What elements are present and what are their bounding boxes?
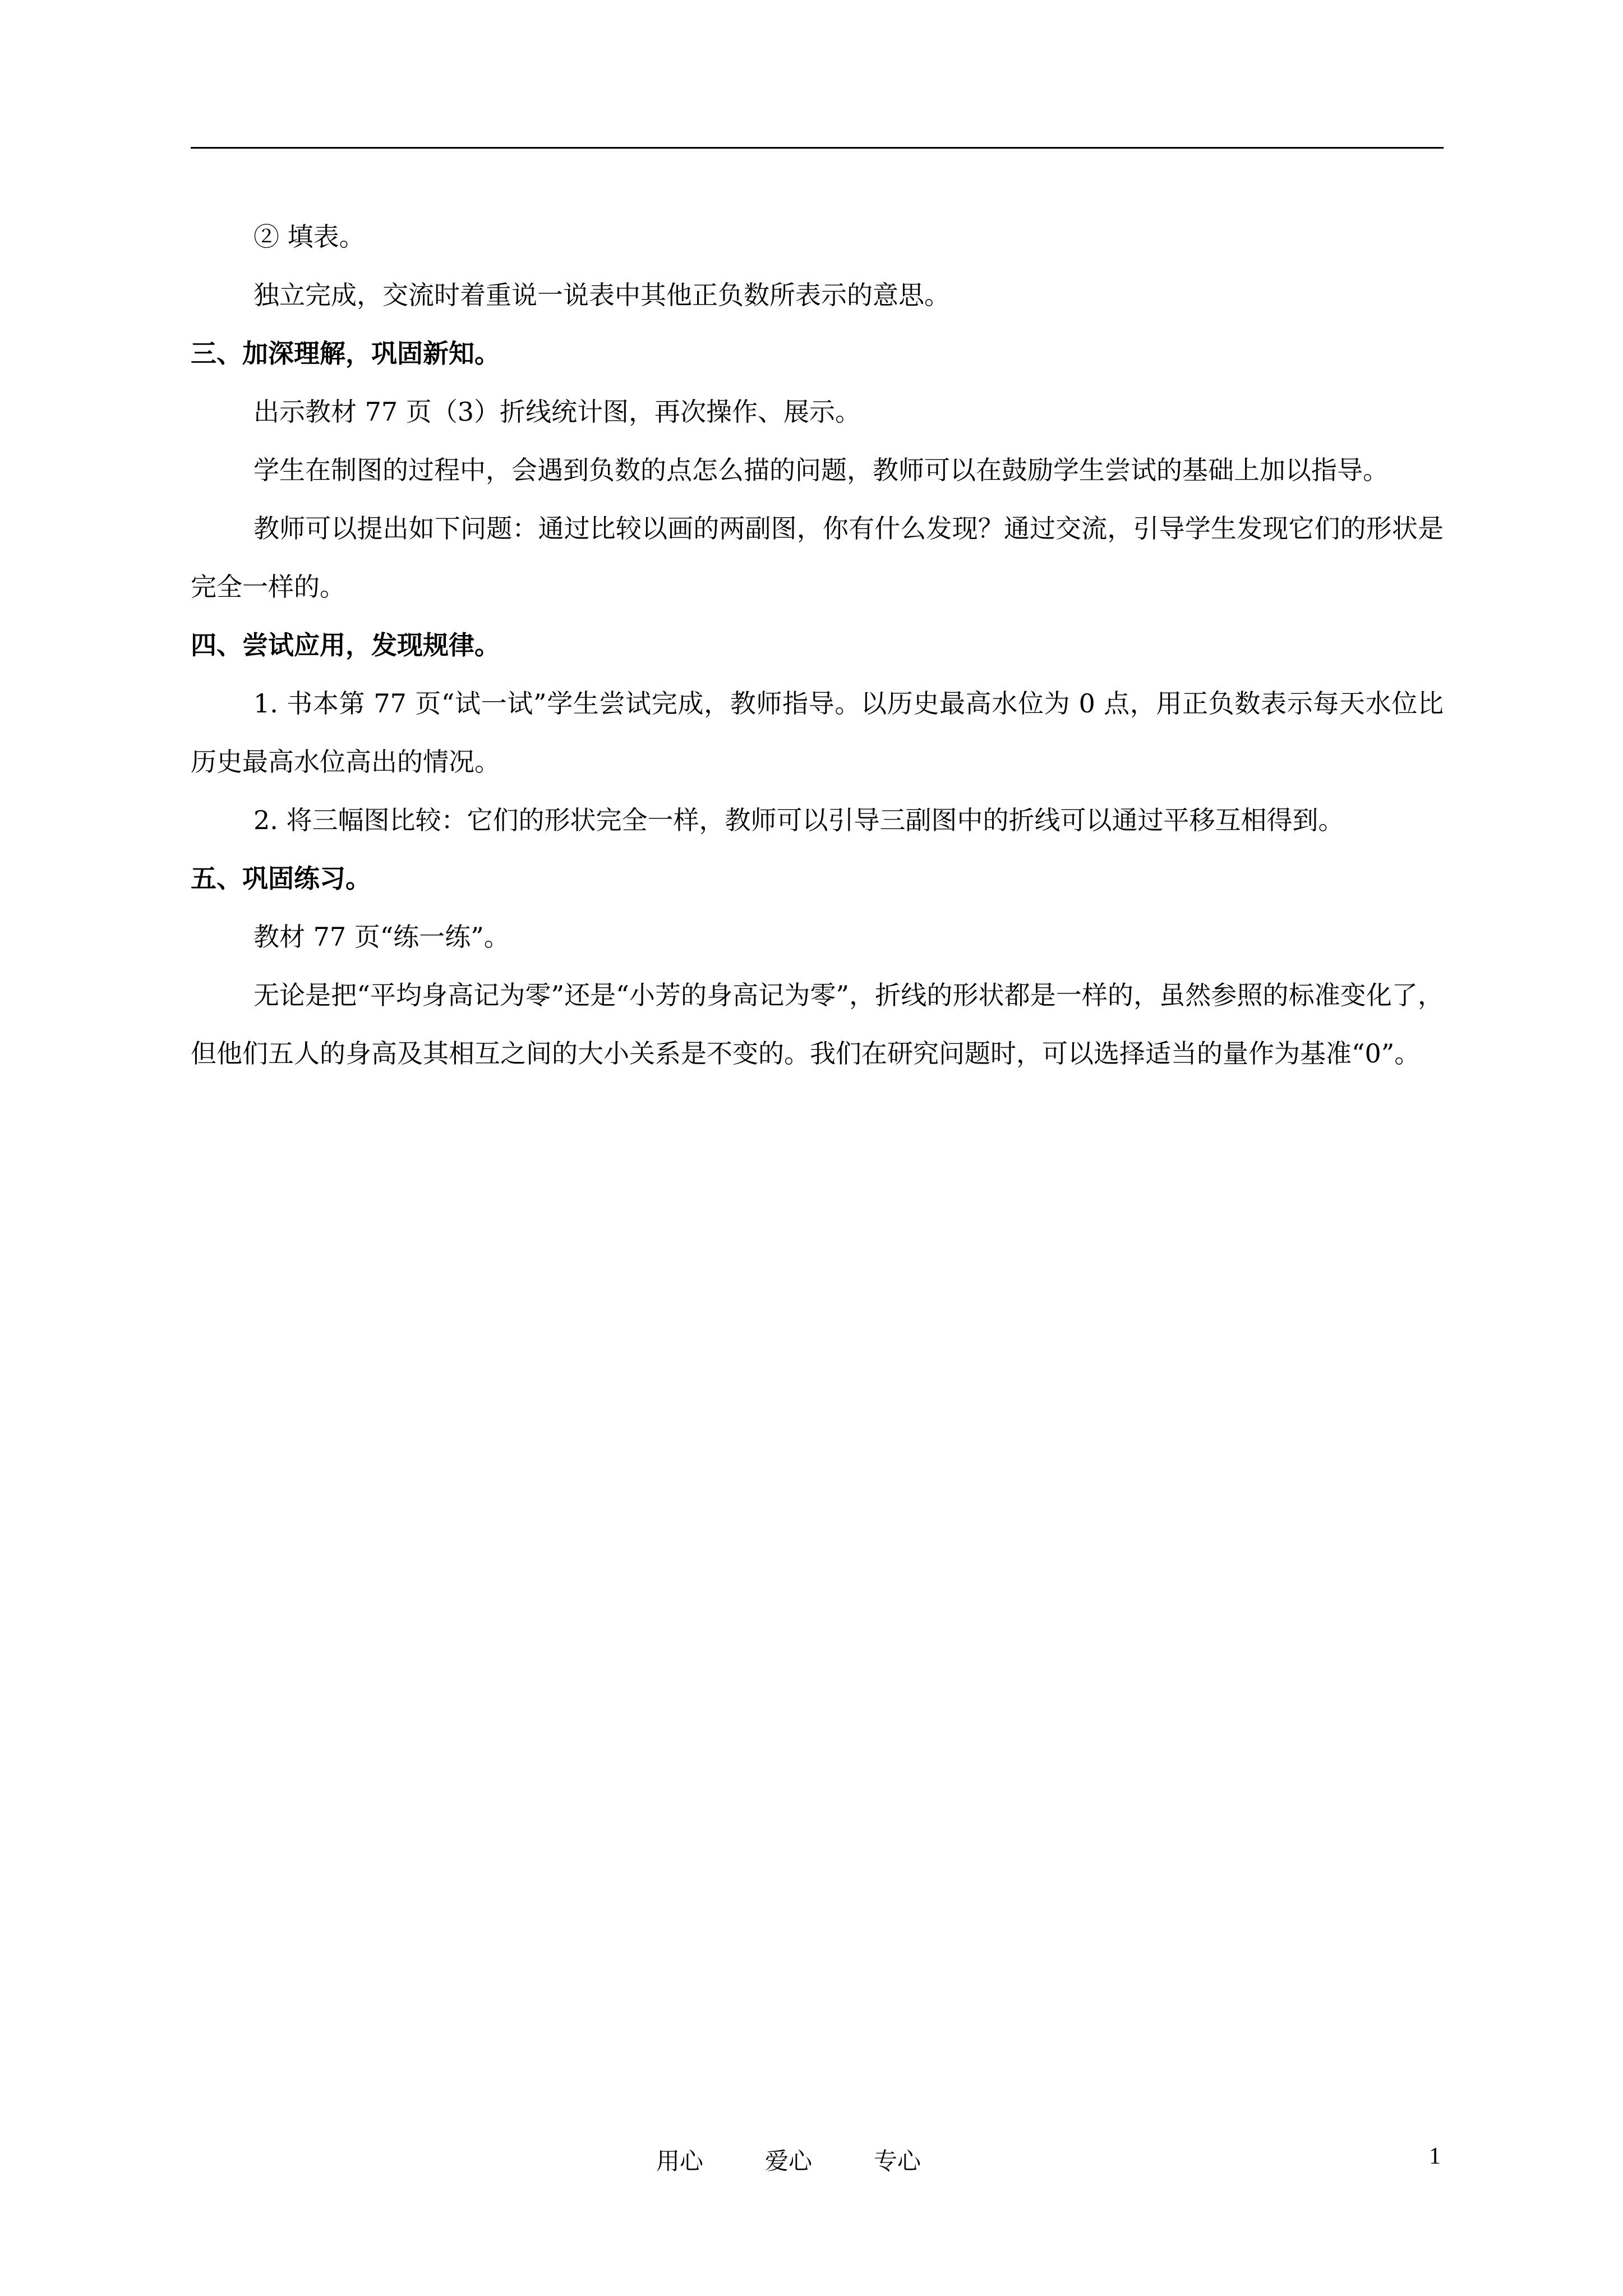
- footer-motto-item: 爱心: [765, 2147, 813, 2175]
- section-heading-4: 四、尝试应用，发现规律。: [191, 630, 500, 660]
- footer-motto-item: 专心: [874, 2147, 921, 2175]
- paragraph-practice: 教材 77 页“练一练”。: [253, 922, 510, 952]
- paragraph-teacher-question: 教师可以提出如下问题：通过比较以画的两副图，你有什么发现？通过交流，引导学生发现它们的形状是完全一样的。: [191, 513, 1444, 602]
- page-number: 1: [1429, 2143, 1441, 2169]
- paragraph-student-drawing: 学生在制图的过程中，会遇到负数的点怎么描的问题，教师可以在鼓励学生尝试的基础上加以指导。: [253, 455, 1389, 485]
- paragraph-compare-charts: 2. 将三幅图比较：它们的形状完全一样，教师可以引导三副图中的折线可以通过平移互相得到。: [253, 805, 1344, 835]
- header-rule: [191, 147, 1444, 149]
- section-heading-5: 五、巩固练习。: [191, 863, 371, 894]
- page-footer: [0, 2143, 1623, 2177]
- paragraph-show-textbook: 出示教材 77 页（3）折线统计图，再次操作、展示。: [253, 397, 861, 427]
- section-heading-3: 三、加深理解，巩固新知。: [191, 338, 500, 369]
- paragraph-try-it: 1. 书本第 77 页“试一试”学生尝试完成，教师指导。以历史最高水位为 0 点，用正负数表示每天水位比历史最高水位高出的情况。: [191, 688, 1444, 777]
- document-body: [191, 208, 1444, 1083]
- footer-motto-item: 用心: [656, 2147, 704, 2175]
- paragraph-fill-table: ② 填表。: [253, 222, 365, 252]
- paragraph-independent-complete: 独立完成，交流时着重说一说表中其他正负数所表示的意思。: [253, 280, 950, 310]
- footer-motto: [656, 2143, 921, 2177]
- paragraph-conclusion: 无论是把“平均身高记为零”还是“小芳的身高记为零”，折线的形状都是一样的，虽然参照的标准变化了，但他们五人的身高及其相互之间的大小关系是不变的。我们在研究问题时，可以选择适当的量作为基准“0”。: [191, 980, 1444, 1069]
